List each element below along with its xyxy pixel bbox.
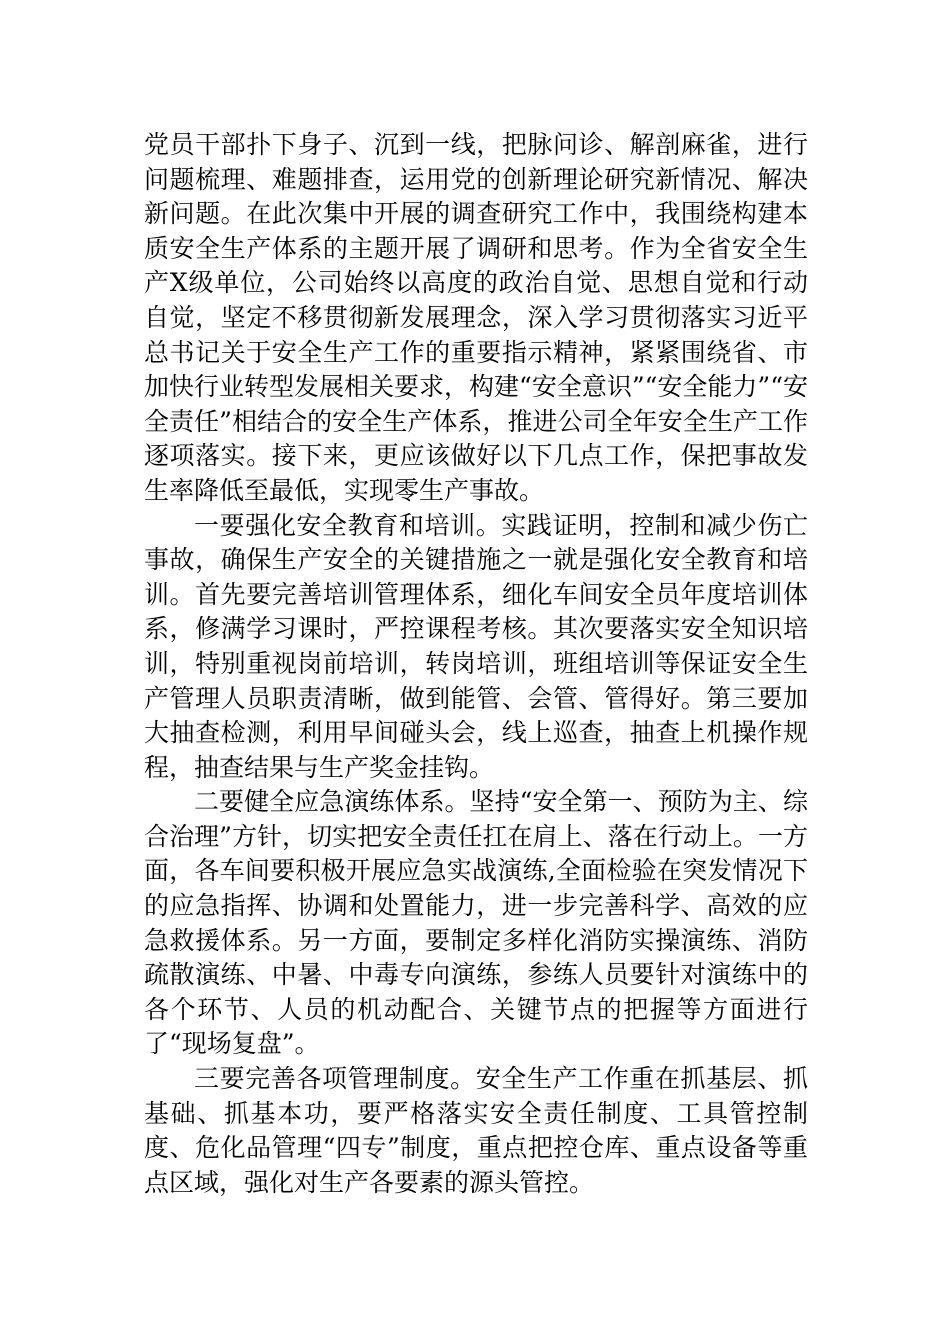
paragraph-emergency-drills: 二要健全应急演练体系。坚持“安全第一、预防为主、综合治理”方针，切实把安全责任扛在肩上、落在行动上。一方面，各车间要积极开展应急实战演练,全面检验在突发情况下的应急指挥、协调和处置能力，进一步完善科学、高效的应急救援体系。另一方面，要制定多样化消防实操演练、消防疏散演练、中暑、中毒专向演练，参练人员要针对演练中的各个环节、人员的机动配合、关键节点的把握等方面进行了“现场复盘”。 xyxy=(144,787,808,1059)
paragraph-safety-training: 一要强化安全教育和培训。实践证明，控制和减少伤亡事故，确保生产安全的关键措施之一就是强化安全教育和培训。首先要完善培训管理体系，细化车间安全员年度培训体系，修满学习课时，严控课程考核。其次要落实安全知识培训，特别重视岗前培训，转岗培训，班组培训等保证安全生产管理人员职责清晰，做到能管、会管、管得好。第三要加大抽查检测，利用早间碰头会，线上巡查，抽查上机操作规程，抽查结果与生产奖金挂钩。 xyxy=(144,510,808,782)
paragraph-management-systems: 三要完善各项管理制度。安全生产工作重在抓基层、抓基础、抓基本功，要严格落实安全责任制度、工具管控制度、危化品管理“四专”制度，重点把控仓库、重点设备等重点区域，强化对生产各要素的源头管控。 xyxy=(144,1064,808,1197)
paragraph-intro: 党员干部扑下身子、沉到一线，把脉问诊、解剖麻雀，进行问题梳理、难题排查，运用党的创新理论研究新情况、解决新问题。在此次集中开展的调查研究工作中，我围绕构建本质安全生产体系的主题开展了调研和思考。作为全省安全生产X级单位，公司始终以高度的政治自觉、思想自觉和行动自觉，坚定不移贯彻新发展理念，深入学习贯彻落实习近平总书记关于安全生产工作的重要指示精神，紧紧围绕省、市加快行业转型发展相关要求，构建“安全意识”“安全能力”“安全责任”相结合的安全生产体系，推进公司全年安全生产工作逐项落实。接下来，更应该做好以下几点工作，保把事故发生率降低至最低，实现零生产事故。 xyxy=(144,130,808,505)
document-body xyxy=(144,128,808,1200)
